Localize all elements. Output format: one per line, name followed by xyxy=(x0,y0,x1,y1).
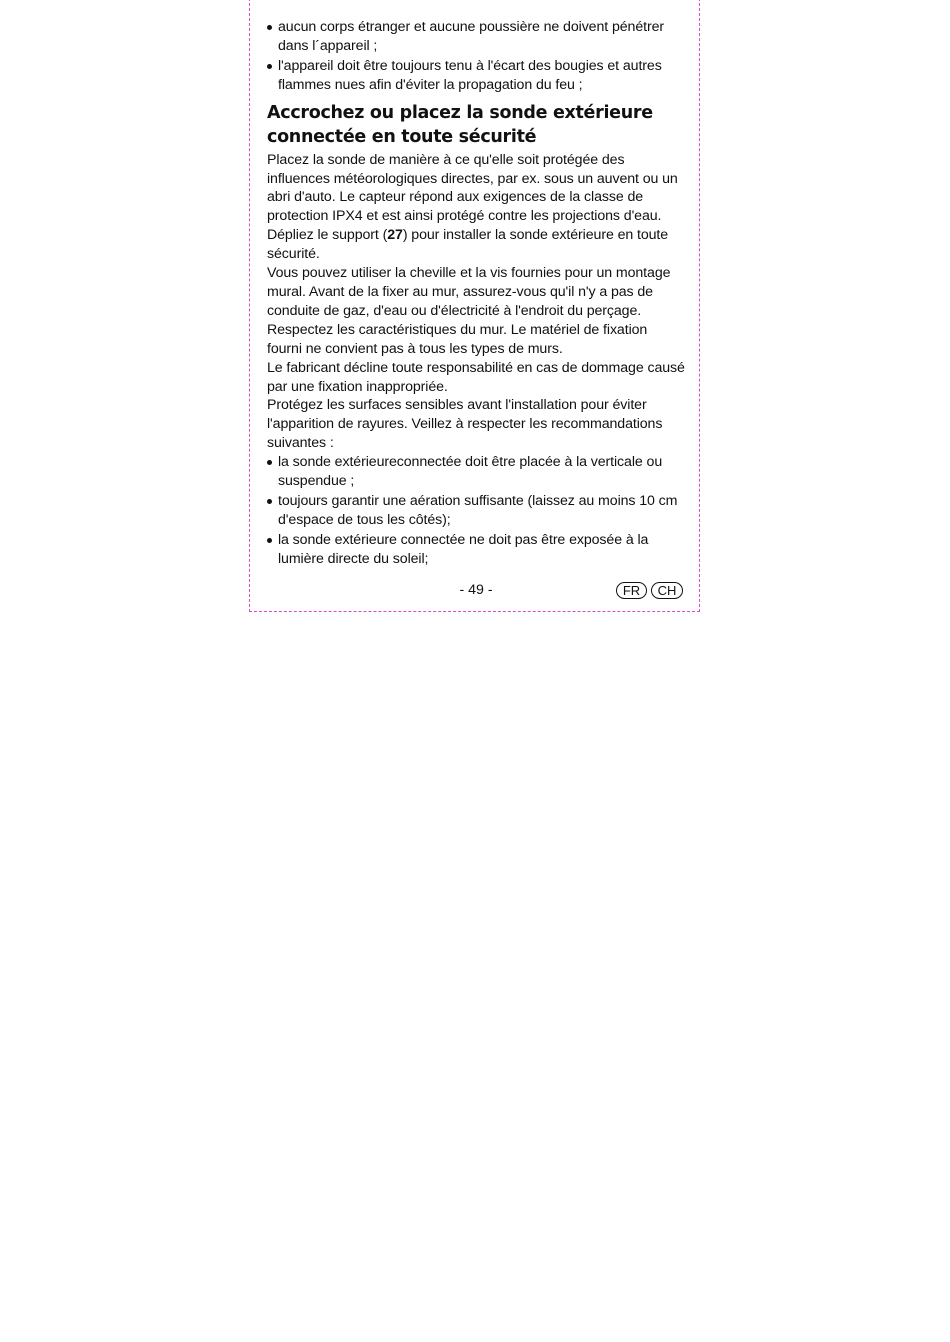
section-title xyxy=(267,101,685,149)
bullet-icon xyxy=(267,499,272,504)
bullet-icon xyxy=(267,25,272,30)
bullet-text: la sonde extérieure connectée ne doit pas être exposée à la lumière directe du soleil; xyxy=(278,531,649,567)
intro-bullet-list xyxy=(267,18,685,95)
bullet-icon xyxy=(267,460,272,465)
paragraph-wall-mounting: Vous pouvez utiliser la cheville et la vis fournies pour un montage mural. Avant de la fixer au mur, assurez-vous qu'il n'y a pas de conduite de gaz, d'eau ou d'électricité à l'endroit du perçage. Respectez les caractéristiques du mur. Le matériel de fixation fourni ne convient pas à tous les types de murs. xyxy=(267,265,671,357)
reference-number: 27 xyxy=(387,227,403,244)
list-item xyxy=(267,492,685,530)
section-title-line1: Accrochez ou placez la sonde extérieure xyxy=(267,102,653,123)
page-number: - 49 - xyxy=(459,582,493,598)
paragraph-surfaces: Protégez les surfaces sensibles avant l'installation pour éviter l'apparition de rayures. Veillez à respecter les recommandations suivantes : xyxy=(267,397,663,452)
paragraph-support xyxy=(267,226,685,264)
paragraph-support-before: Dépliez le support ( xyxy=(267,227,388,244)
paragraph-placement: Placez la sonde de manière à ce qu'elle soit protégée des influences météorologiques directes, par ex. sous un auvent ou un abri d'auto. Le capteur répond aux exigences de la classe de protection IPX4 et est ainsi protégé contre les projections d'eau. xyxy=(267,151,678,225)
paragraph-support-after: ) pour installer la sonde extérieure en toute sécurité. xyxy=(267,227,669,263)
list-item xyxy=(267,57,685,95)
page-footer xyxy=(267,581,685,601)
list-item xyxy=(267,453,685,491)
bullet-text: l'appareil doit être toujours tenu à l'écart des bougies et autres flammes nues afin d'éviter la propagation du feu ; xyxy=(278,57,662,93)
paragraph-liability: Le fabricant décline toute responsabilité en cas de dommage causé par une fixation inappropriée. xyxy=(267,359,685,395)
section-title-line2: connectée en toute sécurité xyxy=(267,126,537,147)
list-item xyxy=(267,531,685,569)
bullet-text: toujours garantir une aération suffisante (laissez au moins 10 cm d'espace de tous les côtés); xyxy=(278,492,678,528)
bullet-text: aucun corps étranger et aucune poussière ne doivent pénétrer dans l´appareil ; xyxy=(278,19,664,54)
recommendation-bullet-list xyxy=(267,453,685,568)
bullet-icon xyxy=(267,64,272,69)
bullet-text: la sonde extérieureconnectée doit être placée à la verticale ou suspendue ; xyxy=(278,454,663,490)
bullet-icon xyxy=(267,538,272,543)
country-badge-fr: FR xyxy=(616,582,647,599)
list-item xyxy=(267,18,685,56)
page-content xyxy=(267,18,685,570)
country-badge-ch: CH xyxy=(651,582,683,599)
